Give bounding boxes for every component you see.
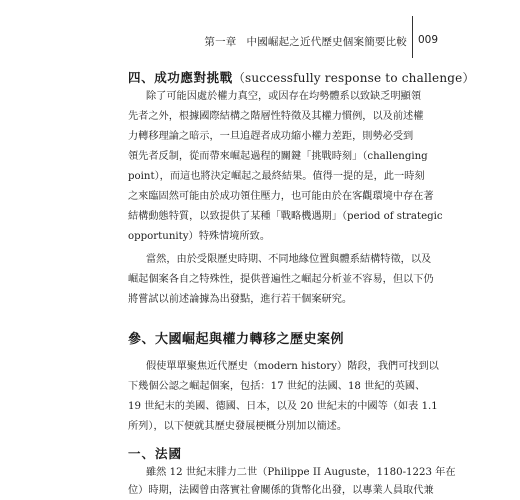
paragraph-line: opportunity）特殊情境所致。	[128, 231, 271, 242]
paragraph-line: 崛起個案各自之特殊性，提供普遍性之崛起分析並不容易，但以下仍	[128, 274, 434, 285]
chapter-label: 第一章	[204, 36, 237, 48]
paragraph-line: 力轉移理論之暗示，一旦追趕者成功縮小權力差距，則勢必受到	[128, 131, 414, 142]
paragraph-line: 領先者反制，從而帶來崛起過程的關鍵「挑戰時刻」（challenging	[128, 151, 428, 162]
paragraph-line: 19 世紀末的美國、德國、日本，以及 20 世紀末的中國等（如表 1.1	[128, 401, 438, 412]
paragraph-line: point），而這也將決定崛起之最終結果。值得一提的是，此一時刻	[128, 171, 425, 182]
chapter-title: 中國崛起之近代歷史個案簡要比較	[246, 36, 407, 48]
paragraph-line: 除了可能因處於權力真空，或因存在均勢體系以致缺乏明顯領	[146, 91, 422, 102]
paragraph-line: 將嘗試以前述論據為出發點，進行若干個案研究。	[128, 294, 353, 305]
section-heading	[128, 68, 475, 86]
paragraph-line: 之來臨固然可能由於成功領住壓力，也可能由於在客觀環境中存在著	[128, 191, 434, 202]
paragraph-line: 下幾個公認之崛起個案，包括：17 世紀的法國、18 世紀的英國、	[128, 381, 426, 392]
paragraph-line: 先者之外，根據國際結構之階層性特徵及其權力慣例，以及前述權	[128, 111, 424, 122]
section-heading-zh: 四、成功應對挑戰	[128, 70, 233, 85]
running-header	[204, 34, 407, 49]
subsection-title: 一、法國	[128, 446, 183, 461]
chapter-section-title: 參、大國崛起與權力轉移之歷史案例	[128, 332, 345, 347]
paragraph-line: 假使單單聚焦近代歷史（modern history）階段，我們可找到以	[146, 361, 439, 372]
paragraph-line: 雖然 12 世紀末腓力二世（Philippe II Auguste，1180-1223 年在	[146, 467, 456, 478]
paragraph-line: 結構動態特質，以致提供了某種「戰略機遇期」（period of strategic	[128, 211, 443, 222]
paragraph-line: 位）時期，法國曾由落實社會關係的貨幣化出發，以專業人員取代兼	[128, 485, 434, 496]
page-number: 009	[418, 34, 439, 46]
paragraph-line: 所列），以下便就其歷史發展梗概分別加以簡述。	[128, 421, 348, 432]
section-heading-en: （successfully response to challenge）	[232, 71, 475, 85]
header-divider	[412, 16, 413, 58]
paragraph-line: 當然，由於受限歷史時期、不同地緣位置與體系結構特徵，以及	[146, 254, 432, 265]
